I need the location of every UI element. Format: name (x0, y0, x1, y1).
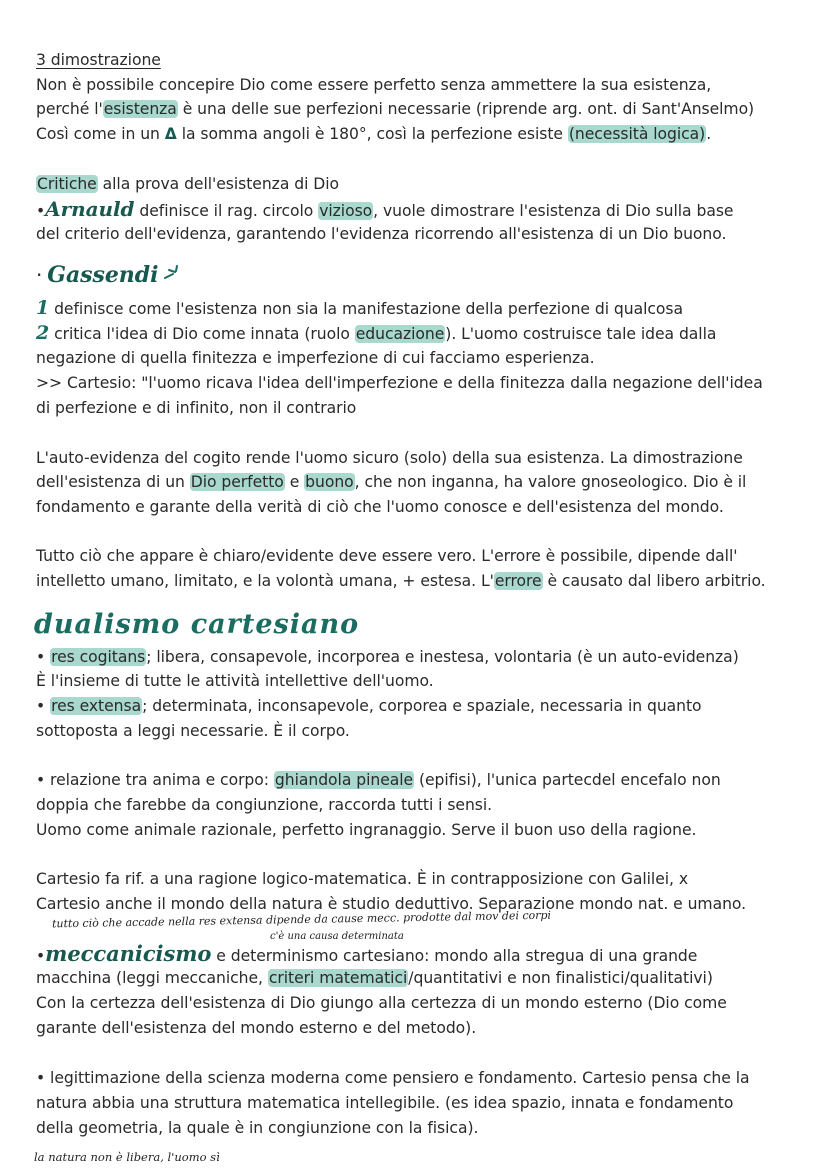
paragraph-line: 2 critica l'idea di Dio come innata (ruolo educazione). L'uomo costruisce tale idea dalla (36, 322, 717, 344)
paragraph-line: perché l'esistenza è una delle sue perfezioni necessarie (riprende arg. ont. di Sant'Anselmo) (36, 100, 755, 118)
highlight: Critiche (37, 175, 97, 193)
paragraph-line: 1 definisce come l'esistenza non sia la manifestazione della perfezione di qualcosa (36, 297, 683, 319)
paragraph-line: L'auto-evidenza del cogito rende l'uomo sicuro (solo) della sua esistenza. La dimostrazione (36, 449, 743, 467)
paragraph-line: del criterio dell'evidenza, garantendo l'evidenza ricorrendo all'esistenza di un Dio buono. (36, 225, 727, 243)
paragraph-line: doppia che farebbe da congiunzione, raccorda tutti i sensi. (36, 796, 493, 814)
handwritten-note: tutto ciò che accade nella res extensa dipende da cause mecc. prodotte dal mov dei corpi (51, 908, 552, 931)
paragraph-line: Uomo come animale razionale, perfetto ingranaggio. Serve il buon uso della ragione. (36, 821, 697, 839)
paragraph-line: Cartesio anche il mondo della natura è studio deduttivo. Separazione mondo nat. e umano. (36, 895, 747, 913)
highlight: esistenza (103, 100, 177, 118)
number-marker: 2 (36, 322, 50, 344)
paragraph-line: È l'insieme di tutte le attività intellettive dell'uomo. (36, 672, 434, 690)
paragraph-line: intelletto umano, limitato, e la volontà umana, + estesa. L'errore è causato dal libero arbitrio. (36, 572, 766, 590)
paragraph-line: • res extensa; determinata, inconsapevole, corporea e spaziale, necessaria in quanto (36, 697, 702, 715)
paragraph-line: • relazione tra anima e corpo: ghiandola pineale (epifisi), l'unica partecdel encefalo non (36, 771, 721, 789)
handwritten-name: Arnauld (45, 197, 135, 221)
triangle-icon: Δ (164, 125, 177, 143)
paragraph-line: Con la certezza dell'esistenza di Dio giungo alla certezza di un mondo esterno (Dio come (36, 994, 727, 1012)
highlight: buono (305, 473, 354, 491)
number-marker: 1 (36, 297, 50, 319)
highlight: (necessità logica) (568, 125, 706, 143)
handwritten-footnote: la natura non è libera, l'uomo sì (34, 1150, 220, 1164)
paragraph-line: natura abbia una struttura matematica intellegibile. (es idea spazio, innata e fondamento (36, 1094, 734, 1112)
paragraph-line: Tutto ciò che appare è chiaro/evidente deve essere vero. L'errore è possibile, dipende dall' (36, 547, 738, 565)
highlight: Dio perfetto (190, 473, 284, 491)
arnauld-line: •Arnauld definisce il rag. circolo vizioso, vuole dimostrare l'esistenza di Dio sulla base (36, 197, 734, 221)
handwritten-name: Gassendi (47, 262, 159, 288)
handwritten-word: meccanicismo (45, 941, 212, 966)
paragraph-line: Non è possibile concepire Dio come essere perfetto senza ammettere la sua esistenza, (36, 76, 712, 94)
paragraph-line: garante dell'esistenza del mondo esterno e del metodo). (36, 1019, 477, 1037)
paragraph-line: • legittimazione della scienza moderna come pensiero e fondamento. Cartesio pensa che la (36, 1069, 750, 1087)
paragraph-line: • res cogitans; libera, consapevole, incorporea e inestesa, volontaria (è un auto-evidenza) (36, 648, 739, 666)
highlight: res extensa (51, 697, 142, 715)
paragraph-line: macchina (leggi meccaniche, criteri matematici/quantitativi e non finalistici/qualitativi) (36, 969, 713, 987)
handwritten-note: c'è una causa determinata (270, 931, 404, 942)
highlight: errore (494, 572, 542, 590)
highlight: res cogitans (51, 648, 146, 666)
gassendi-heading: · Gassendi (36, 264, 189, 288)
highlight: criteri matematici (268, 969, 408, 987)
highlight: educazione (355, 325, 445, 343)
paragraph-line: Così come in un Δ la somma angoli è 180°, così la perfezione esiste (necessità logica). (36, 125, 712, 143)
meccanicismo-line: •meccanicismo e determinismo cartesiano: mondo alla stregua di una grande (36, 941, 698, 966)
dualismo-title: dualismo cartesiano (34, 609, 360, 640)
paragraph-line: di perfezione e di infinito, non il contrario (36, 399, 357, 417)
section-title (36, 49, 161, 71)
paragraph-line: negazione di quella finitezza e imperfezione di cui facciamo esperienza. (36, 349, 595, 367)
paragraph-line: Cartesio fa rif. a una ragione logico-matematica. È in contrapposizione con Galilei, x (36, 870, 689, 888)
paragraph-line: fondamento e garante della verità di ciò che l'uomo conosce e dell'esistenza del mondo. (36, 498, 724, 516)
paragraph-line: >> Cartesio: "l'uomo ricava l'idea dell'imperfezione e della finitezza dalla negazione dell'idea (36, 374, 763, 392)
highlight: ghiandola pineale (274, 771, 414, 789)
section-title-text: 3 dimostrazione (36, 51, 161, 69)
critiche-heading: Critiche alla prova dell'esistenza di Dio (37, 175, 339, 193)
paragraph-line: sottoposta a leggi necessarie. È il corpo. (36, 722, 350, 740)
paragraph-line: della geometria, la quale è in congiunzione con la fisica). (36, 1119, 479, 1137)
sparkle-icon (163, 264, 189, 282)
paragraph-line: dell'esistenza di un Dio perfetto e buono, che non inganna, ha valore gnoseologico. Dio è il (36, 473, 747, 491)
highlight: vizioso (319, 202, 373, 220)
